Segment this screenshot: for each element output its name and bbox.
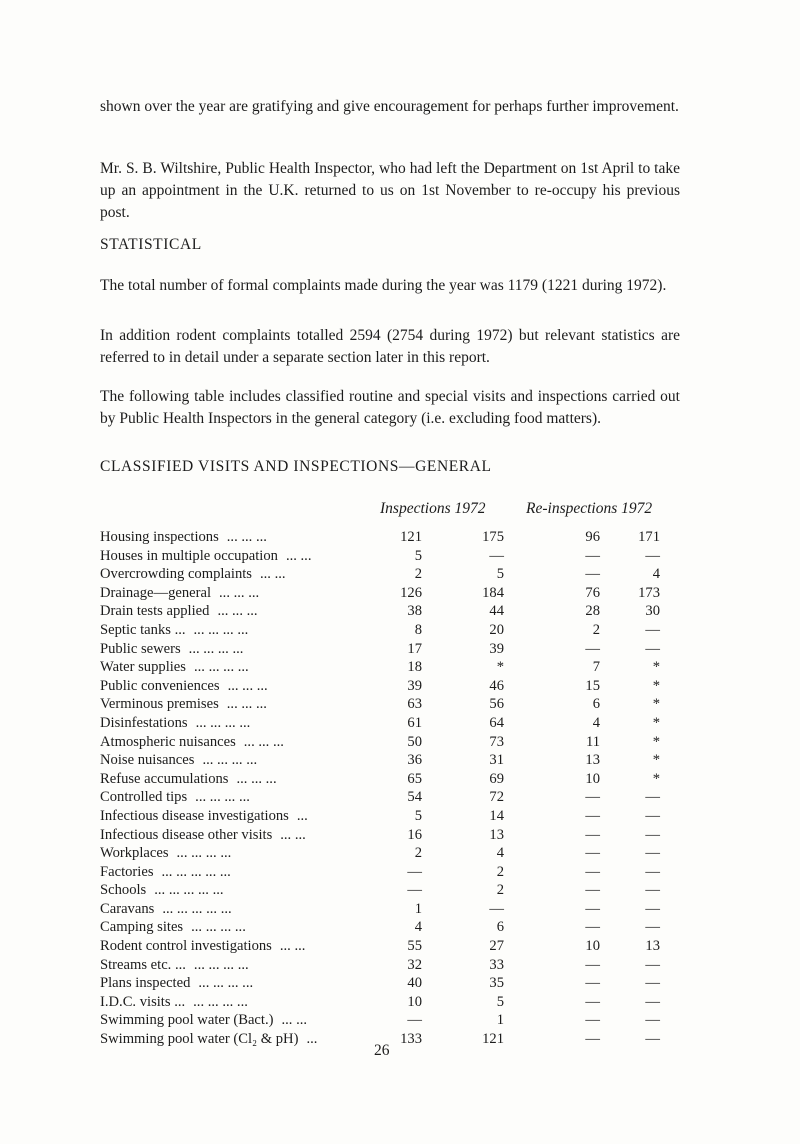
column-header-inspections: Inspections 1972 xyxy=(380,500,486,517)
row-label: Septic tanks ... xyxy=(100,621,186,638)
paragraph-rodent: In addition rodent complaints totalled 2594 (2754 during 1972) but relevant statistics are referred to in detail under a separate section later in this report. xyxy=(100,327,680,366)
row-label-cell xyxy=(100,974,368,993)
value-cell-v3: 76 xyxy=(585,584,600,601)
paragraph-complaints: The total number of formal complaints made during the year was 1179 (1221 during 1972). xyxy=(100,277,667,294)
value-cell-v3: — xyxy=(585,975,600,992)
row-label-cell xyxy=(100,1011,368,1030)
value-cell-v4: 171 xyxy=(638,529,660,545)
row-label: Overcrowding complaints xyxy=(100,566,252,583)
table-row xyxy=(100,863,660,882)
row-label: Public conveniences xyxy=(100,677,220,694)
value-cell-v4: — xyxy=(645,547,660,564)
value-cell-v3: 28 xyxy=(585,603,600,620)
row-label-cell xyxy=(100,863,368,882)
table-row xyxy=(100,528,660,547)
row-leader-dots: ... ... ... ... xyxy=(176,845,232,862)
value-cell-v4: 30 xyxy=(645,603,660,620)
value-cell-v1: 2 xyxy=(414,566,422,583)
row-label-cell xyxy=(100,788,368,807)
table-row xyxy=(100,695,660,714)
table-row xyxy=(100,770,660,789)
value-cell-v3: 10 xyxy=(585,770,600,787)
row-leader-dots: ... ... ... ... xyxy=(195,789,250,806)
value-cell-v2: 20 xyxy=(489,621,504,638)
row-label: Houses in multiple occupation xyxy=(100,547,278,564)
value-cell-v4: — xyxy=(645,845,660,862)
row-leader-dots: ... ... ... ... xyxy=(202,752,258,769)
value-cell-v4: * xyxy=(652,733,660,750)
value-cell-v1: 5 xyxy=(414,807,422,824)
row-leader-dots: ... ... xyxy=(280,826,306,843)
row-label: Disinfestations xyxy=(100,714,188,731)
value-cell-v1: — xyxy=(407,863,422,880)
row-leader-dots: ... ... ... ... ... xyxy=(162,900,232,917)
value-cell-v1: 32 xyxy=(407,956,422,973)
value-cell-v4: * xyxy=(652,752,660,769)
row-label: Streams etc. ... xyxy=(100,956,186,973)
table-row xyxy=(100,844,660,863)
value-cell-v2: 46 xyxy=(489,677,504,694)
row-label-cell xyxy=(100,714,368,733)
value-cell-v2: 2 xyxy=(496,863,504,880)
value-cell-v1: 40 xyxy=(407,975,422,992)
row-label-cell xyxy=(100,565,368,584)
value-cell-v2: 72 xyxy=(489,789,504,806)
table-row xyxy=(100,621,660,640)
row-label-cell xyxy=(100,937,368,956)
table-row xyxy=(100,900,660,919)
row-label: I.D.C. visits ... xyxy=(100,993,186,1010)
row-label: Drain tests applied xyxy=(100,603,210,620)
value-cell-v3: — xyxy=(585,1031,600,1048)
value-cell-v2: 35 xyxy=(489,975,504,992)
table-row xyxy=(100,918,660,937)
row-label: Schools xyxy=(100,882,147,899)
paragraph-table-intro: The following table includes classified routine and special visits and inspections carried out by Public Health Inspectors in the general category (i.e. excluding food matters). xyxy=(100,388,680,427)
row-label: Verminous premises xyxy=(100,696,219,713)
value-cell-v2: 14 xyxy=(489,807,504,824)
value-cell-v2: 27 xyxy=(489,938,504,955)
row-label-cell xyxy=(100,602,368,621)
row-leader-dots: ... ... ... xyxy=(219,584,260,601)
value-cell-v2: 4 xyxy=(496,845,504,862)
row-leader-dots: ... xyxy=(296,807,308,824)
value-cell-v2: 5 xyxy=(496,993,504,1010)
row-label: Controlled tips xyxy=(100,789,188,806)
value-cell-v1: 8 xyxy=(414,621,422,638)
value-cell-v3: — xyxy=(585,826,600,843)
value-cell-v4: * xyxy=(652,696,660,713)
value-cell-v1: 126 xyxy=(400,584,422,601)
value-cell-v1: 133 xyxy=(400,1031,422,1048)
row-label-cell xyxy=(100,584,368,603)
value-cell-v1: 5 xyxy=(414,547,422,564)
table-row xyxy=(100,751,660,770)
value-cell-v1: 10 xyxy=(407,993,422,1010)
value-cell-v3: — xyxy=(585,882,600,899)
row-label-cell xyxy=(100,751,368,770)
page-number: 26 xyxy=(374,1042,390,1059)
row-leader-dots: ... ... ... ... ... xyxy=(154,882,224,899)
value-cell-v4: * xyxy=(652,770,660,787)
row-leader-dots: ... ... ... ... xyxy=(198,975,254,992)
row-label-cell xyxy=(100,621,368,640)
value-cell-v4: — xyxy=(645,900,660,917)
value-cell-v1: 16 xyxy=(407,826,422,843)
value-cell-v1: 63 xyxy=(407,696,422,713)
visits-table-body xyxy=(100,528,660,1049)
row-label-cell xyxy=(100,733,368,752)
value-cell-v2: 5 xyxy=(496,566,504,583)
row-label: Camping sites xyxy=(100,919,184,936)
value-cell-v3: — xyxy=(585,863,600,880)
value-cell-v4: — xyxy=(645,640,660,657)
row-leader-dots: ... ... ... ... xyxy=(193,956,249,973)
value-cell-v1: 17 xyxy=(407,640,422,657)
row-label: Housing inspections xyxy=(100,529,219,545)
value-cell-v3: 15 xyxy=(585,677,600,694)
table-row xyxy=(100,993,660,1012)
table-row xyxy=(100,565,660,584)
value-cell-v1: 4 xyxy=(414,919,422,936)
table-row xyxy=(100,677,660,696)
row-label: Water supplies xyxy=(100,659,186,676)
value-cell-v4: — xyxy=(645,882,660,899)
row-label: Drainage—general xyxy=(100,584,212,601)
paragraph-wiltshire: Mr. S. B. Wiltshire, Public Health Inspector, who had left the Department on 1st April to take up an appointment in the U.K. returned to us on 1st November to re-occupy his previous post. xyxy=(100,160,680,221)
row-leader-dots: ... ... ... ... xyxy=(193,621,249,638)
table-row xyxy=(100,807,660,826)
row-leader-dots: ... ... ... xyxy=(226,696,267,713)
row-label: Workplaces xyxy=(100,845,169,862)
value-cell-v4: — xyxy=(645,789,660,806)
row-leader-dots: ... ... ... ... xyxy=(193,993,248,1010)
row-label: Caravans xyxy=(100,900,155,917)
row-leader-dots: ... ... ... ... xyxy=(191,919,246,936)
table-row xyxy=(100,602,660,621)
value-cell-v2: 69 xyxy=(489,770,504,787)
row-label-cell xyxy=(100,677,368,696)
table-row xyxy=(100,584,660,603)
row-label: Atmospheric nuisances xyxy=(100,733,236,750)
row-label-cell xyxy=(100,528,368,547)
value-cell-v2: 13 xyxy=(489,826,504,843)
value-cell-v4: — xyxy=(645,1012,660,1029)
value-cell-v4: * xyxy=(652,714,660,731)
table-row xyxy=(100,658,660,677)
value-cell-v1: 61 xyxy=(407,714,422,731)
row-label-cell xyxy=(100,826,368,845)
table-row xyxy=(100,1011,660,1030)
value-cell-v2: 33 xyxy=(489,956,504,973)
row-label: Infectious disease investigations xyxy=(100,807,289,824)
value-cell-v3: 11 xyxy=(585,733,600,750)
value-cell-v2: 31 xyxy=(489,752,504,769)
value-cell-v2: 2 xyxy=(496,882,504,899)
row-label-cell xyxy=(100,1030,368,1049)
value-cell-v2: 121 xyxy=(482,1031,504,1048)
value-cell-v4: * xyxy=(652,659,660,676)
row-label: Swimming pool water (Bact.) xyxy=(100,1012,274,1029)
row-label-cell xyxy=(100,640,368,659)
value-cell-v1: 65 xyxy=(407,770,422,787)
value-cell-v2: — xyxy=(489,547,504,564)
value-cell-v4: — xyxy=(645,1031,660,1048)
row-label: Infectious disease other visits xyxy=(100,826,273,843)
value-cell-v1: 1 xyxy=(414,900,422,917)
value-cell-v2: — xyxy=(489,900,504,917)
row-label-cell xyxy=(100,695,368,714)
row-label: Refuse accumulations xyxy=(100,770,229,787)
row-leader-dots: ... ... ... ... xyxy=(188,640,244,657)
table-row xyxy=(100,974,660,993)
value-cell-v3: — xyxy=(585,1012,600,1029)
value-cell-v4: — xyxy=(645,863,660,880)
value-cell-v3: 2 xyxy=(592,621,600,638)
table-row xyxy=(100,826,660,845)
value-cell-v4: — xyxy=(645,993,660,1010)
table-row xyxy=(100,881,660,900)
value-cell-v1: — xyxy=(407,882,422,899)
value-cell-v2: 56 xyxy=(489,696,504,713)
value-cell-v4: — xyxy=(645,826,660,843)
row-leader-dots: ... ... ... xyxy=(217,603,258,620)
row-label-cell xyxy=(100,658,368,677)
row-leader-dots: ... ... ... ... xyxy=(195,714,251,731)
row-label: Noise nuisances xyxy=(100,752,195,769)
row-label-cell xyxy=(100,547,368,566)
table-row xyxy=(100,547,660,566)
row-leader-dots: ... ... ... xyxy=(236,770,277,787)
value-cell-v4: — xyxy=(645,975,660,992)
column-header-reinspections: Re-inspections 1972 xyxy=(526,500,653,517)
value-cell-v3: — xyxy=(585,993,600,1010)
value-cell-v2: 64 xyxy=(489,714,504,731)
value-cell-v4: — xyxy=(645,807,660,824)
value-cell-v1: 18 xyxy=(407,659,422,676)
row-label-cell xyxy=(100,844,368,863)
row-label-cell xyxy=(100,993,368,1012)
value-cell-v2: 1 xyxy=(496,1012,504,1029)
row-label: Plans inspected xyxy=(100,975,191,992)
value-cell-v4: — xyxy=(645,919,660,936)
row-leader-dots: ... ... ... ... ... xyxy=(161,863,231,880)
row-label: Swimming pool water (Cl₂ & pH) xyxy=(100,1031,299,1048)
table-row xyxy=(100,640,660,659)
value-cell-v3: 13 xyxy=(585,752,600,769)
row-label-cell xyxy=(100,770,368,789)
table-row xyxy=(100,714,660,733)
value-cell-v4: * xyxy=(652,677,660,694)
value-cell-v3: — xyxy=(585,547,600,564)
row-leader-dots: ... ... xyxy=(279,938,306,955)
value-cell-v3: — xyxy=(585,566,600,583)
value-cell-v3: 7 xyxy=(592,659,600,676)
value-cell-v2: 184 xyxy=(482,584,504,601)
value-cell-v3: — xyxy=(585,956,600,973)
value-cell-v3: — xyxy=(585,807,600,824)
value-cell-v4: — xyxy=(645,956,660,973)
value-cell-v3: 6 xyxy=(592,696,600,713)
value-cell-v3: — xyxy=(585,900,600,917)
row-label-cell xyxy=(100,881,368,900)
value-cell-v2: 44 xyxy=(489,603,504,620)
row-leader-dots: ... ... ... xyxy=(226,529,267,545)
value-cell-v1: 50 xyxy=(407,733,422,750)
value-cell-v4: — xyxy=(645,621,660,638)
table-row xyxy=(100,788,660,807)
value-cell-v3: — xyxy=(585,845,600,862)
row-leader-dots: ... ... ... ... xyxy=(193,659,249,676)
row-label-cell xyxy=(100,918,368,937)
value-cell-v4: 13 xyxy=(645,938,660,955)
value-cell-v1: 38 xyxy=(407,603,422,620)
value-cell-v1: 54 xyxy=(407,789,422,806)
value-cell-v1: 36 xyxy=(407,752,422,769)
row-leader-dots: ... xyxy=(306,1031,318,1048)
row-leader-dots: ... ... xyxy=(285,547,312,564)
value-cell-v4: 4 xyxy=(652,566,660,583)
row-label: Rodent control investigations xyxy=(100,938,272,955)
value-cell-v3: — xyxy=(585,789,600,806)
table-row xyxy=(100,956,660,975)
value-cell-v4: 173 xyxy=(638,584,660,601)
value-cell-v3: — xyxy=(585,640,600,657)
value-cell-v2: 6 xyxy=(496,919,504,936)
value-cell-v2: 39 xyxy=(489,640,504,657)
value-cell-v1: 39 xyxy=(407,677,422,694)
row-label-cell xyxy=(100,956,368,975)
row-label-cell xyxy=(100,900,368,919)
value-cell-v1: — xyxy=(407,1012,422,1029)
row-label: Factories xyxy=(100,863,154,880)
row-label: Public sewers xyxy=(100,640,181,657)
visits-table xyxy=(100,528,660,1049)
row-leader-dots: ... ... xyxy=(281,1012,308,1029)
heading-classified-visits: CLASSIFIED VISITS AND INSPECTIONS—GENERAL xyxy=(100,458,492,475)
value-cell-v3: 10 xyxy=(585,938,600,955)
value-cell-v1: 121 xyxy=(400,529,422,545)
table-row xyxy=(100,733,660,752)
row-leader-dots: ... ... ... xyxy=(227,677,268,694)
value-cell-v2: 73 xyxy=(489,733,504,750)
value-cell-v3: 4 xyxy=(592,714,600,731)
table-row xyxy=(100,937,660,956)
value-cell-v3: 96 xyxy=(585,529,600,545)
value-cell-v1: 55 xyxy=(407,938,422,955)
row-leader-dots: ... ... xyxy=(259,566,286,583)
value-cell-v2: * xyxy=(496,659,504,676)
value-cell-v3: — xyxy=(585,919,600,936)
paragraph-intro: shown over the year are gratifying and give encouragement for perhaps further improvement. xyxy=(100,98,679,115)
heading-statistical: STATISTICAL xyxy=(100,236,202,253)
value-cell-v1: 2 xyxy=(414,845,422,862)
row-leader-dots: ... ... ... xyxy=(243,733,284,750)
row-label-cell xyxy=(100,807,368,826)
value-cell-v2: 175 xyxy=(482,529,504,545)
